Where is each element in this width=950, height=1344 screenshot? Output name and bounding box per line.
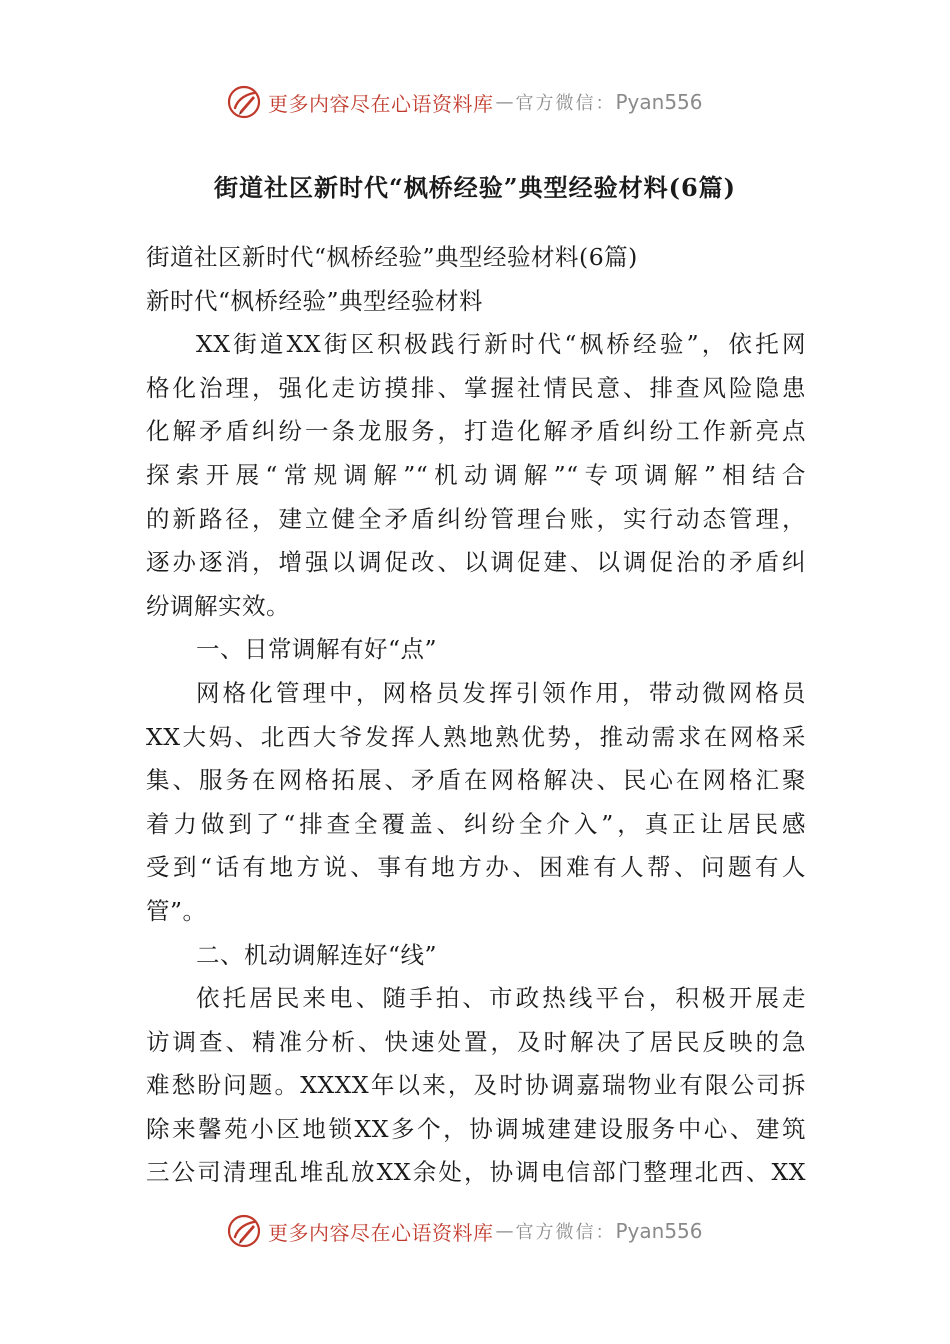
body-line: 受到“话有地方说、事有地方办、困难有人帮、问题有人 [146,853,806,882]
document-body [146,236,806,1195]
body-line: 新时代“枫桥经验”典型经验材料 [146,286,484,315]
body-line: 格化治理，强化走访摸排、掌握社情民意、排查风险隐患 [146,373,806,402]
body-line: 三公司清理乱堆乱放XX余处，协调电信部门整理北西、XX [146,1158,806,1187]
banner-site-name: 更多内容尽在心语资料库 [268,91,494,116]
banner-wechat-id: Pyan556 [615,1219,703,1243]
body-line: 一、日常调解有好“点” [196,635,438,664]
banner-wechat-label: 官方微信： [515,93,616,114]
pen-swirl-logo-icon [226,84,262,120]
body-line: 除来馨苑小区地锁XX多个，协调城建建设服务中心、建筑 [146,1114,806,1143]
body-line: XX街道XX街区积极践行新时代“枫桥经验”，依托网 [196,330,806,359]
body-line: 二、机动调解连好“线” [196,940,438,969]
footer-banner [0,1211,950,1251]
body-line: 访调查、精准分析、快速处置，及时解决了居民反映的急 [146,1027,806,1056]
body-line: 集、服务在网格拓展、矛盾在网格解决、民心在网格汇聚 [146,766,806,795]
body-line: 着力做到了“排查全覆盖、纠纷全介入”，真正让居民感 [146,809,806,838]
banner-separator: — [495,91,514,113]
header-banner [0,82,950,122]
banner-wechat-label: 官方微信： [515,1222,616,1243]
pen-swirl-logo-icon [226,1213,262,1249]
body-line: 难愁盼问题。XXXX年以来，及时协调嘉瑞物业有限公司拆 [146,1071,806,1100]
body-line: 街道社区新时代“枫桥经验”典型经验材料(6篇) [146,243,638,271]
banner-wechat-id: Pyan556 [615,90,703,114]
body-line: 逐办逐消，增强以调促改、以调促建、以调促治的矛盾纠 [146,548,806,577]
body-line: 纷调解实效。 [146,591,290,620]
body-line: 探索开展“常规调解”“机动调解”“专项调解”相结合 [146,460,806,489]
body-line: 网格化管理中，网格员发挥引领作用，带动微网格员 [196,678,806,707]
banner-separator: — [495,1220,514,1242]
body-line: 的新路径，建立健全矛盾纠纷管理台账，实行动态管理， [146,504,806,533]
body-line: 化解矛盾纠纷一条龙服务，打造化解矛盾纠纷工作新亮点 [146,417,806,446]
body-line: 依托居民来电、随手拍、市政热线平台，积极开展走 [196,984,806,1013]
body-line: XX大妈、北西大爷发挥人熟地熟优势，推动需求在网格采 [146,722,806,751]
body-line: 管”。 [146,896,207,925]
banner-site-name: 更多内容尽在心语资料库 [268,1220,494,1245]
document-title: 街道社区新时代“枫桥经验”典型经验材料(6篇) [213,173,737,202]
